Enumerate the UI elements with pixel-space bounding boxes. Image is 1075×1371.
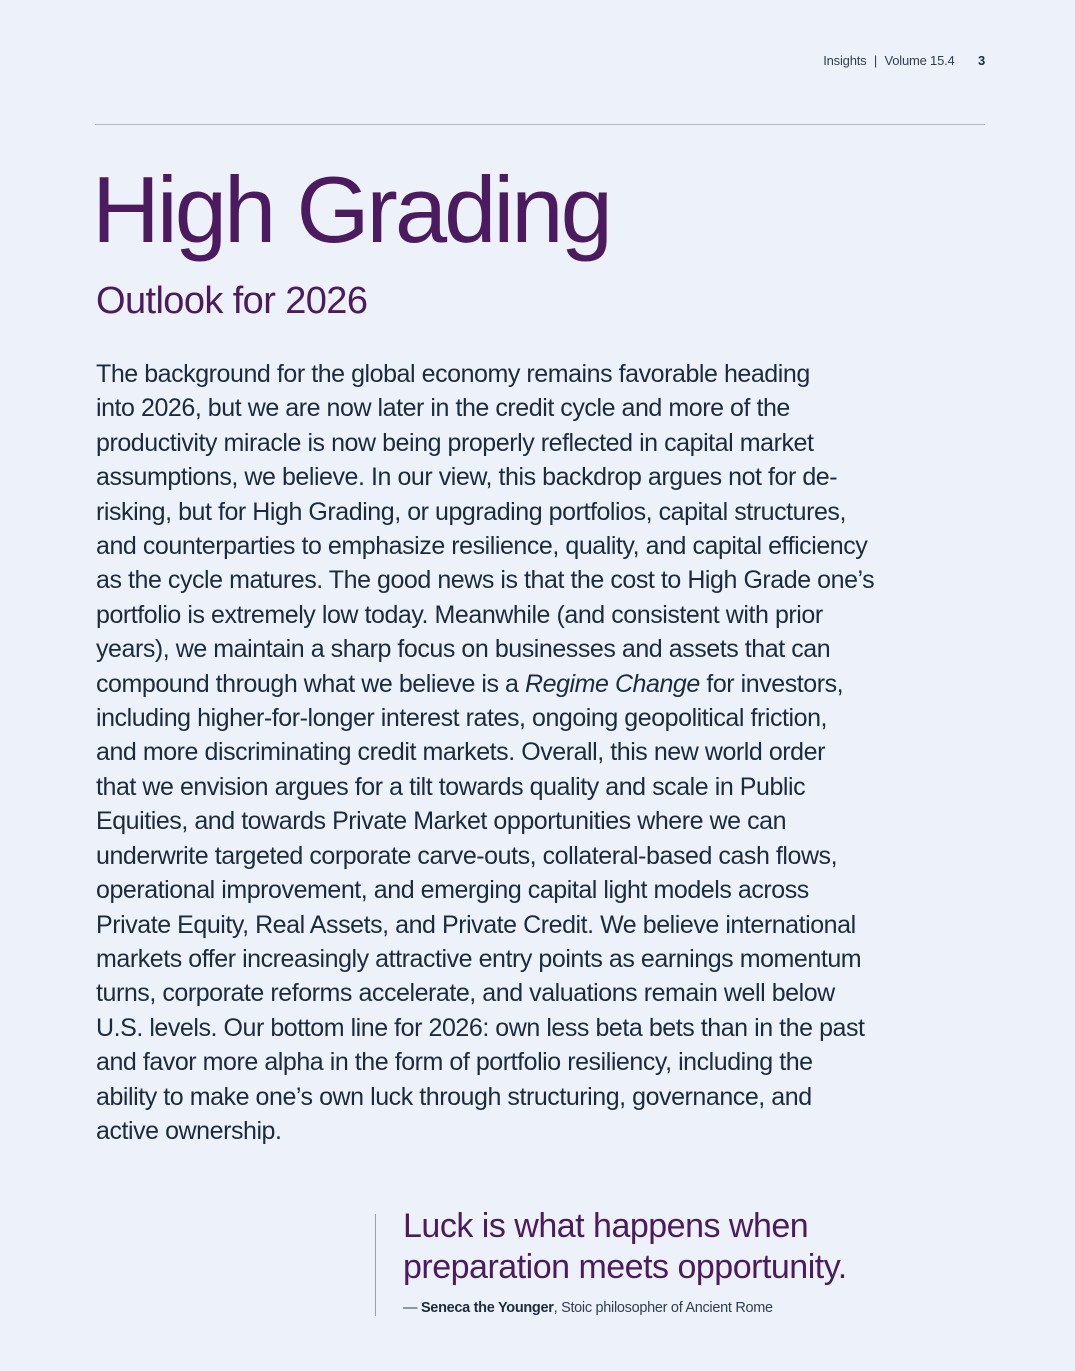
quote-attribution (403, 1300, 847, 1316)
regime-after: for investors, (699, 669, 844, 698)
body-line: that we envision argues for a tilt towards quality and scale in Public (96, 772, 806, 801)
quote-line: preparation meets opportunity. (403, 1248, 847, 1286)
header-separator: | (873, 53, 878, 68)
body-line: U.S. levels. Our bottom line for 2026: own less beta bets than in the past (96, 1013, 865, 1042)
body-line: assumptions, we believe. In our view, this backdrop argues not for de- (96, 463, 838, 492)
body-line: productivity miracle is now being properly reflected in capital market (96, 428, 814, 457)
body-line: markets offer increasingly attractive entry points as earnings momentum (96, 944, 862, 973)
page-title: High Grading (92, 157, 610, 262)
volume-label: Volume 15.4 (884, 53, 955, 68)
body-line: and counterparties to emphasize resilience, quality, and capital efficiency (96, 532, 868, 561)
quote-text (403, 1206, 847, 1288)
body-line: and favor more alpha in the form of portfolio resiliency, including the (96, 1048, 813, 1077)
page-number: 3 (977, 53, 985, 68)
body-line: including higher-for-longer interest rates, ongoing geopolitical friction, (96, 704, 828, 733)
publication-name: Insights (823, 53, 867, 68)
page-subtitle: Outlook for 2026 (96, 280, 368, 322)
body-line: into 2026, but we are now later in the credit cycle and more of the (96, 394, 790, 423)
quote-author-description: , Stoic philosopher of Ancient Rome (553, 1300, 773, 1316)
body-line: underwrite targeted corporate carve-outs, collateral-based cash flows, (96, 841, 838, 870)
quote-line: Luck is what happens when (403, 1207, 809, 1245)
body-line: portfolio is extremely low today. Meanwhile (and consistent with prior (96, 600, 823, 629)
body-line: ability to make one’s own luck through structuring, governance, and (96, 1082, 812, 1111)
attribution-dash: — (403, 1300, 421, 1316)
body-line: turns, corporate reforms accelerate, and valuations remain well below (96, 979, 835, 1008)
body-line: years), we maintain a sharp focus on businesses and assets that can (96, 635, 831, 664)
body-line: Equities, and towards Private Market opportunities where we can (96, 807, 787, 836)
body-line: risking, but for High Grading, or upgrading portfolios, capital structures, (96, 497, 846, 526)
body-paragraph (96, 357, 986, 1148)
body-line-regime (96, 667, 986, 701)
body-line: The background for the global economy remains favorable heading (96, 360, 810, 388)
pull-quote (375, 1207, 847, 1316)
running-header (823, 53, 985, 68)
header-rule (95, 124, 985, 125)
body-line: and more discriminating credit markets. Overall, this new world order (96, 738, 825, 767)
regime-change-emphasis: Regime Change (525, 669, 700, 698)
quote-author: Seneca the Younger (420, 1300, 554, 1316)
body-line: as the cycle matures. The good news is that the cost to High Grade one’s (96, 566, 875, 595)
body-line: active ownership. (96, 1116, 282, 1145)
body-line: Private Equity, Real Assets, and Private Credit. We believe international (96, 910, 856, 939)
body-line: operational improvement, and emerging capital light models across (96, 876, 809, 905)
regime-before: compound through what we believe is a (96, 669, 526, 698)
